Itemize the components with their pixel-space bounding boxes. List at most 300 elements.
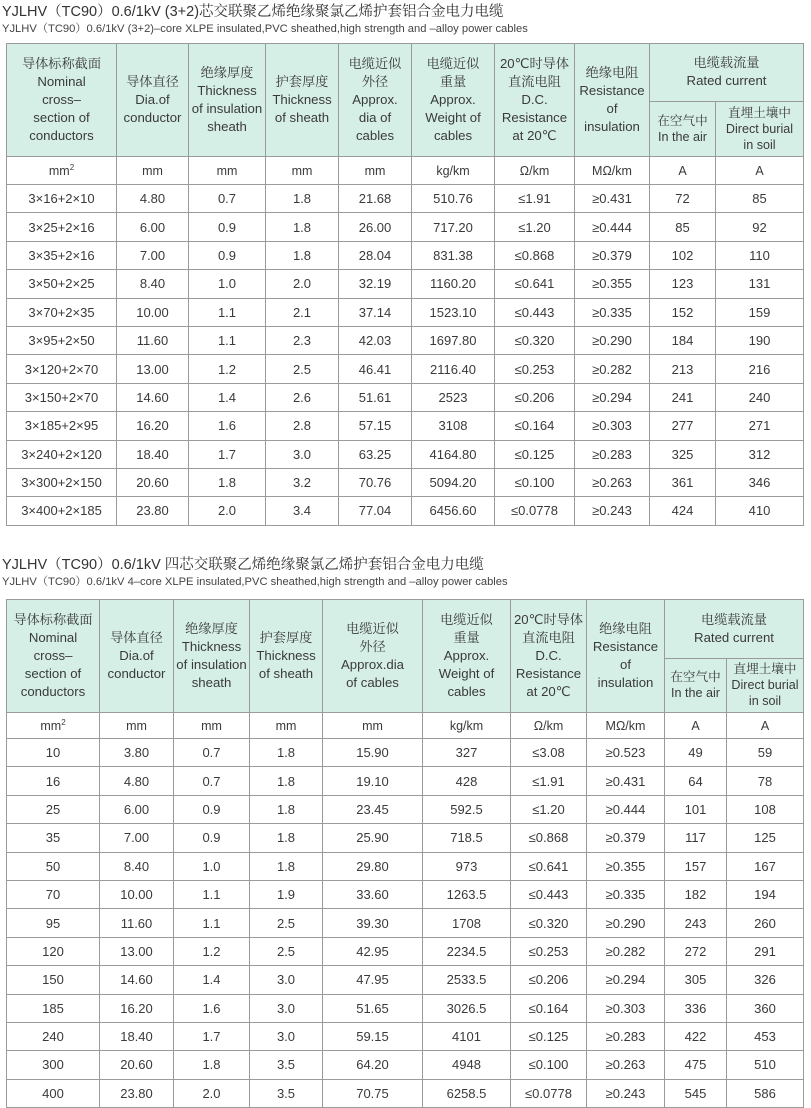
header-line: Rated current — [694, 629, 774, 645]
cell-sheath-thickness: 3.5 — [250, 1079, 323, 1107]
cell-current-air: 361 — [650, 468, 716, 496]
table-row — [7, 185, 804, 213]
header-line: Dia.of — [135, 92, 170, 107]
table-row — [7, 795, 804, 823]
cell-sheath-thickness: 3.5 — [250, 1051, 323, 1079]
header-line: 20℃时导体 — [513, 612, 584, 627]
cell-cable-dia: 28.04 — [339, 241, 412, 269]
cell-sheath-thickness: 3.0 — [250, 966, 323, 994]
cell-conductor-dia: 8.40 — [100, 852, 174, 880]
cell-insulation-resistance: ≥0.290 — [575, 326, 650, 354]
header-line: 外径 — [359, 639, 386, 654]
header-line: D.C. — [535, 648, 562, 663]
header-line: in soil — [748, 694, 782, 709]
header-line: Resistance — [592, 639, 659, 654]
table-row — [7, 739, 804, 767]
cell-current-air: 213 — [650, 355, 716, 383]
cell-cable-dia: 26.00 — [339, 213, 412, 241]
cell-insulation-thickness: 1.7 — [189, 440, 266, 468]
cell-current-soil: 194 — [727, 880, 804, 908]
table-row — [7, 880, 804, 908]
header-line: Resistance — [579, 83, 645, 98]
cell-insulation-resistance: ≥0.282 — [587, 937, 665, 965]
cell-conductor-dia: 20.60 — [117, 468, 189, 496]
unit-cable-dia: mm — [339, 157, 412, 185]
cell-sheath-thickness: 1.8 — [266, 241, 339, 269]
cell-cable-dia: 70.76 — [339, 468, 412, 496]
cell-conductor-dia: 16.20 — [100, 994, 174, 1022]
cell-dc-resistance: ≤0.443 — [511, 880, 587, 908]
cell-insulation-resistance: ≥0.282 — [575, 355, 650, 383]
table-row — [7, 241, 804, 269]
header-line: D.C. — [521, 92, 548, 107]
cell-insulation-thickness: 1.1 — [174, 880, 250, 908]
cell-cable-weight: 2523 — [412, 383, 495, 411]
header-line: conductor — [123, 110, 182, 125]
unit-current-air: A — [665, 713, 727, 739]
cell-sheath-thickness: 2.1 — [266, 298, 339, 326]
cell-dc-resistance: ≤1.20 — [495, 213, 575, 241]
header-line: cables — [355, 128, 395, 143]
cell-insulation-thickness: 1.1 — [189, 298, 266, 326]
header-line: 在空气中 — [670, 670, 721, 685]
cell-insulation-resistance: ≥0.444 — [575, 213, 650, 241]
cell-current-air: 182 — [665, 880, 727, 908]
table-row — [7, 213, 804, 241]
unit-dc-resistance: Ω/km — [511, 713, 587, 739]
cell-insulation-thickness: 1.1 — [189, 326, 266, 354]
cell-insulation-thickness: 0.9 — [174, 824, 250, 852]
header-line: Dia.of — [119, 648, 154, 663]
cell-conductor-dia: 23.80 — [117, 497, 189, 525]
table-title-cn: YJLHV（TC90）0.6/1kV 四芯交联聚乙烯绝缘聚氯乙烯护套铝合金电力电缆 — [2, 557, 484, 573]
header-insulation — [174, 600, 250, 713]
header-line: Approx. — [352, 92, 398, 107]
cell-insulation-thickness: 2.0 — [174, 1079, 250, 1107]
cell-cable-weight: 3108 — [412, 412, 495, 440]
header-line: 绝缘电阻 — [599, 621, 652, 636]
header-line: conductor — [107, 666, 166, 681]
cell-current-soil: 586 — [727, 1079, 804, 1107]
cell-nominal-section: 16 — [7, 767, 100, 795]
cell-current-soil: 291 — [727, 937, 804, 965]
cell-current-soil: 190 — [716, 326, 804, 354]
header-line: section of — [33, 110, 90, 125]
table-row — [7, 767, 804, 795]
cell-cable-weight: 973 — [423, 852, 511, 880]
cell-current-soil: 85 — [716, 185, 804, 213]
cell-current-air: 85 — [650, 213, 716, 241]
cell-cable-dia: 32.19 — [339, 270, 412, 298]
unit-sheath-thickness: mm — [250, 713, 323, 739]
cell-current-air: 475 — [665, 1051, 727, 1079]
unit-insulation-resistance: MΩ/km — [575, 157, 650, 185]
cell-nominal-section: 3×300+2×150 — [7, 468, 117, 496]
header-line: of cables — [346, 675, 399, 690]
cell-nominal-section: 240 — [7, 1022, 100, 1050]
cell-insulation-resistance: ≥0.431 — [587, 767, 665, 795]
table-row — [7, 298, 804, 326]
header-line: 电缆载流量 — [701, 611, 767, 627]
cell-conductor-dia: 7.00 — [117, 241, 189, 269]
cell-nominal-section: 185 — [7, 994, 100, 1022]
cell-conductor-dia: 23.80 — [100, 1079, 174, 1107]
table-row — [7, 909, 804, 937]
header-in-soil — [727, 658, 804, 712]
header-line: 绝缘厚度 — [200, 65, 254, 80]
cell-current-air: 305 — [665, 966, 727, 994]
cell-cable-dia: 29.80 — [323, 852, 423, 880]
header-line: 护套厚度 — [259, 630, 313, 645]
cell-current-air: 277 — [650, 412, 716, 440]
unit-current-air: A — [650, 157, 716, 185]
header-line: Direct burial — [725, 121, 794, 136]
cell-cable-weight: 2533.5 — [423, 966, 511, 994]
header-line: of — [606, 101, 618, 116]
cell-sheath-thickness: 2.5 — [250, 937, 323, 965]
cell-current-air: 184 — [650, 326, 716, 354]
cell-conductor-dia: 10.00 — [100, 880, 174, 908]
table-row — [7, 1079, 804, 1107]
header-line: Nominal — [37, 74, 86, 89]
header-line: insulation — [584, 119, 640, 134]
cell-conductor-dia: 11.60 — [117, 326, 189, 354]
cell-cable-weight: 4101 — [423, 1022, 511, 1050]
header-line: 绝缘厚度 — [185, 621, 238, 636]
units-row — [7, 157, 804, 185]
cell-current-soil: 216 — [716, 355, 804, 383]
cell-cable-weight: 718.5 — [423, 824, 511, 852]
cell-nominal-section: 3×185+2×95 — [7, 412, 117, 440]
cell-current-air: 64 — [665, 767, 727, 795]
cell-cable-dia: 23.45 — [323, 795, 423, 823]
header-line: In the air — [657, 129, 707, 144]
cell-conductor-dia: 11.60 — [100, 909, 174, 937]
unit-nominal-section: $mm^2$ — [7, 713, 100, 739]
cell-nominal-section: 3×70+2×35 — [7, 298, 117, 326]
cell-cable-weight: 510.76 — [412, 185, 495, 213]
cell-insulation-thickness: 0.7 — [174, 767, 250, 795]
cell-nominal-section: 50 — [7, 852, 100, 880]
cell-insulation-thickness: 0.7 — [174, 739, 250, 767]
header-line: 直流电阻 — [522, 630, 575, 645]
cell-cable-dia: 42.95 — [323, 937, 423, 965]
header-line: Approx. — [443, 648, 490, 663]
header-line: 绝缘电阻 — [585, 65, 639, 80]
header-line: of sheath — [274, 110, 330, 125]
cell-insulation-thickness: 1.4 — [189, 383, 266, 411]
cell-dc-resistance: ≤0.0778 — [495, 497, 575, 525]
cell-insulation-thickness: 1.6 — [174, 994, 250, 1022]
header-rated-current — [650, 44, 804, 102]
cell-dc-resistance: ≤0.125 — [495, 440, 575, 468]
header-line: cross– — [42, 92, 81, 107]
cell-cable-weight: 1708 — [423, 909, 511, 937]
cell-dc-resistance: ≤0.100 — [495, 468, 575, 496]
unit-cable-weight: kg/km — [423, 713, 511, 739]
header-in-air — [665, 658, 727, 712]
cell-cable-dia: 51.65 — [323, 994, 423, 1022]
cell-dc-resistance: ≤3.08 — [511, 739, 587, 767]
cell-nominal-section: 70 — [7, 880, 100, 908]
cell-current-air: 243 — [665, 909, 727, 937]
cell-dc-resistance: ≤0.164 — [511, 994, 587, 1022]
units-row — [7, 713, 804, 739]
cell-conductor-dia: 3.80 — [100, 739, 174, 767]
header-dia — [117, 44, 189, 157]
header-sheath — [250, 600, 323, 713]
cell-insulation-resistance: ≥0.283 — [587, 1022, 665, 1050]
cell-current-soil: 326 — [727, 966, 804, 994]
cell-dc-resistance: ≤0.443 — [495, 298, 575, 326]
cell-sheath-thickness: 2.5 — [250, 909, 323, 937]
cell-conductor-dia: 16.20 — [117, 412, 189, 440]
cell-insulation-thickness: 0.9 — [189, 241, 266, 269]
cell-cable-weight: 428 — [423, 767, 511, 795]
cell-conductor-dia: 20.60 — [100, 1051, 174, 1079]
header-line: 20℃时导体 — [499, 56, 570, 71]
cell-nominal-section: 120 — [7, 937, 100, 965]
header-line: 重量 — [439, 74, 467, 89]
cell-insulation-resistance: ≥0.263 — [575, 468, 650, 496]
unit-insulation-resistance: MΩ/km — [587, 713, 665, 739]
header-line: section of — [24, 666, 82, 681]
header-line: Rated current — [686, 73, 767, 89]
cell-current-soil: 410 — [716, 497, 804, 525]
cell-insulation-thickness: 1.1 — [174, 909, 250, 937]
cell-nominal-section: 3×400+2×185 — [7, 497, 117, 525]
cell-insulation-thickness: 1.8 — [174, 1051, 250, 1079]
unit-dc-resistance: Ω/km — [495, 157, 575, 185]
header-line: dia of — [358, 110, 392, 125]
table-row — [7, 383, 804, 411]
cell-current-air: 545 — [665, 1079, 727, 1107]
table-row — [7, 468, 804, 496]
cell-cable-weight: 831.38 — [412, 241, 495, 269]
cell-nominal-section: 150 — [7, 966, 100, 994]
cell-dc-resistance: ≤0.253 — [495, 355, 575, 383]
cell-insulation-thickness: 0.9 — [189, 213, 266, 241]
cell-cable-weight: 1523.10 — [412, 298, 495, 326]
cell-conductor-dia: 13.00 — [100, 937, 174, 965]
cell-current-air: 325 — [650, 440, 716, 468]
cell-nominal-section: 10 — [7, 739, 100, 767]
cell-current-air: 272 — [665, 937, 727, 965]
cell-insulation-thickness: 1.8 — [189, 468, 266, 496]
unit-current-soil: A — [727, 713, 804, 739]
header-line: 护套厚度 — [275, 74, 329, 89]
cell-insulation-thickness: 2.0 — [189, 497, 266, 525]
cell-sheath-thickness: 1.9 — [250, 880, 323, 908]
spec-table — [6, 43, 804, 526]
header-line: Approx.dia — [340, 657, 405, 672]
cell-nominal-section: 3×35+2×16 — [7, 241, 117, 269]
cell-current-air: 336 — [665, 994, 727, 1022]
cell-dc-resistance: ≤0.206 — [511, 966, 587, 994]
cell-cable-dia: 33.60 — [323, 880, 423, 908]
cell-cable-dia: 47.95 — [323, 966, 423, 994]
cell-cable-weight: 4948 — [423, 1051, 511, 1079]
cell-current-soil: 240 — [716, 383, 804, 411]
header-line: Approx. — [430, 92, 476, 107]
header-line: In the air — [670, 686, 720, 701]
header-line: cables — [447, 684, 486, 699]
header-line: conductors — [29, 128, 94, 143]
cell-nominal-section: 3×240+2×120 — [7, 440, 117, 468]
cell-current-soil: 312 — [716, 440, 804, 468]
cell-nominal-section: 35 — [7, 824, 100, 852]
cell-cable-weight: 6456.60 — [412, 497, 495, 525]
cell-sheath-thickness: 2.6 — [266, 383, 339, 411]
cell-sheath-thickness: 1.8 — [266, 185, 339, 213]
cell-current-soil: 110 — [716, 241, 804, 269]
cell-cable-dia: 39.30 — [323, 909, 423, 937]
cell-current-soil: 260 — [727, 909, 804, 937]
cell-dc-resistance: ≤1.91 — [495, 185, 575, 213]
cell-current-air: 72 — [650, 185, 716, 213]
header-line: 导体直径 — [110, 630, 163, 645]
cell-sheath-thickness: 3.0 — [266, 440, 339, 468]
header-line: 导体标称截面 — [21, 56, 102, 71]
cell-insulation-thickness: 1.0 — [174, 852, 250, 880]
cell-cable-dia: 70.75 — [323, 1079, 423, 1107]
table-row — [7, 440, 804, 468]
cell-current-soil: 108 — [727, 795, 804, 823]
cell-cable-dia: 57.15 — [339, 412, 412, 440]
unit-sheath-thickness: mm — [266, 157, 339, 185]
header-cable-dia — [339, 44, 412, 157]
cell-cable-dia: 64.20 — [323, 1051, 423, 1079]
cell-dc-resistance: ≤0.253 — [511, 937, 587, 965]
cell-cable-dia: 25.90 — [323, 824, 423, 852]
cell-current-soil: 159 — [716, 298, 804, 326]
cell-insulation-resistance: ≥0.431 — [575, 185, 650, 213]
cell-cable-weight: 1263.5 — [423, 880, 511, 908]
cell-cable-weight: 2116.40 — [412, 355, 495, 383]
cell-cable-weight: 4164.80 — [412, 440, 495, 468]
cell-current-soil: 360 — [727, 994, 804, 1022]
cell-nominal-section: 3×120+2×70 — [7, 355, 117, 383]
header-line: Resistance — [515, 666, 582, 681]
cell-conductor-dia: 6.00 — [117, 213, 189, 241]
unit-cable-weight: kg/km — [412, 157, 495, 185]
cell-insulation-thickness: 1.2 — [189, 355, 266, 383]
cell-current-air: 117 — [665, 824, 727, 852]
cell-insulation-resistance: ≥0.243 — [587, 1079, 665, 1107]
cell-cable-weight: 1160.20 — [412, 270, 495, 298]
header-line: Weight of — [425, 110, 481, 125]
cell-conductor-dia: 8.40 — [117, 270, 189, 298]
table-row — [7, 412, 804, 440]
table-row — [7, 966, 804, 994]
unit-conductor-dia: mm — [117, 157, 189, 185]
header-line: Direct burial — [731, 678, 799, 693]
header-line: at 20℃ — [512, 128, 557, 143]
cell-sheath-thickness: 1.8 — [250, 824, 323, 852]
header-nominal — [7, 600, 100, 713]
header-insulation-resistance — [575, 44, 650, 157]
cell-insulation-resistance: ≥0.290 — [587, 909, 665, 937]
cell-sheath-thickness: 2.8 — [266, 412, 339, 440]
table-row — [7, 355, 804, 383]
cell-cable-weight: 1697.80 — [412, 326, 495, 354]
header-line: Thickness — [272, 92, 332, 107]
header-line: of — [620, 657, 631, 672]
table-row — [7, 994, 804, 1022]
table-row — [7, 824, 804, 852]
cell-conductor-dia: 4.80 — [117, 185, 189, 213]
unit-current-soil: A — [716, 157, 804, 185]
cell-dc-resistance: ≤1.20 — [511, 795, 587, 823]
cell-insulation-resistance: ≥0.303 — [587, 994, 665, 1022]
header-line: 电缆载流量 — [693, 55, 760, 71]
cell-cable-weight: 717.20 — [412, 213, 495, 241]
header-line: 电缆近似 — [440, 612, 493, 627]
cell-current-soil: 510 — [727, 1051, 804, 1079]
cell-sheath-thickness: 3.2 — [266, 468, 339, 496]
cell-nominal-section: 3×25+2×16 — [7, 213, 117, 241]
cell-insulation-thickness: 0.9 — [174, 795, 250, 823]
cell-cable-dia: 42.03 — [339, 326, 412, 354]
cell-cable-weight: 3026.5 — [423, 994, 511, 1022]
header-line: of sheath — [258, 666, 314, 681]
cell-insulation-thickness: 1.6 — [189, 412, 266, 440]
cell-sheath-thickness: 3.0 — [250, 994, 323, 1022]
cell-current-soil: 125 — [727, 824, 804, 852]
cell-sheath-thickness: 1.8 — [250, 767, 323, 795]
cell-sheath-thickness: 3.4 — [266, 497, 339, 525]
table-title-en: YJLHV（TC90）0.6/1kV (3+2)–core XLPE insulated,PVC sheathed,high strength and –alloy power cables — [2, 23, 528, 35]
header-line: 电缆近似 — [346, 621, 399, 636]
header-nominal — [7, 44, 117, 157]
cell-dc-resistance: ≤0.868 — [511, 824, 587, 852]
header-line: 在空气中 — [657, 113, 708, 128]
table-row — [7, 937, 804, 965]
header-weight — [412, 44, 495, 157]
cell-insulation-resistance: ≥0.335 — [575, 298, 650, 326]
cell-conductor-dia: 4.80 — [100, 767, 174, 795]
cell-current-soil: 78 — [727, 767, 804, 795]
cell-current-soil: 453 — [727, 1022, 804, 1050]
cell-insulation-resistance: ≥0.355 — [575, 270, 650, 298]
header-rated-current — [665, 600, 804, 659]
cell-nominal-section: 3×50+2×25 — [7, 270, 117, 298]
cell-dc-resistance: ≤0.320 — [495, 326, 575, 354]
cell-nominal-section: 400 — [7, 1079, 100, 1107]
cell-current-soil: 271 — [716, 412, 804, 440]
cell-conductor-dia: 14.60 — [100, 966, 174, 994]
cell-dc-resistance: ≤0.125 — [511, 1022, 587, 1050]
cell-cable-dia: 19.10 — [323, 767, 423, 795]
header-in-soil — [716, 101, 804, 157]
table-title-cn: YJLHV（TC90）0.6/1kV (3+2)芯交联聚乙烯绝缘聚氯乙烯护套铝合金电力电缆 — [2, 4, 504, 20]
header-line: 直流电阻 — [508, 74, 561, 89]
header-line: cross– — [33, 648, 73, 663]
header-line: 直埋土壤中 — [733, 662, 797, 677]
cell-insulation-resistance: ≥0.335 — [587, 880, 665, 908]
header-line: 重量 — [453, 630, 480, 645]
cell-cable-weight: 327 — [423, 739, 511, 767]
header-weight — [423, 600, 511, 713]
header-insulation — [189, 44, 266, 157]
cell-insulation-resistance: ≥0.523 — [587, 739, 665, 767]
cell-dc-resistance: ≤0.0778 — [511, 1079, 587, 1107]
cell-cable-dia: 37.14 — [339, 298, 412, 326]
cell-dc-resistance: ≤0.206 — [495, 383, 575, 411]
cell-sheath-thickness: 2.0 — [266, 270, 339, 298]
header-line: Weight of — [438, 666, 495, 681]
cell-current-soil: 131 — [716, 270, 804, 298]
